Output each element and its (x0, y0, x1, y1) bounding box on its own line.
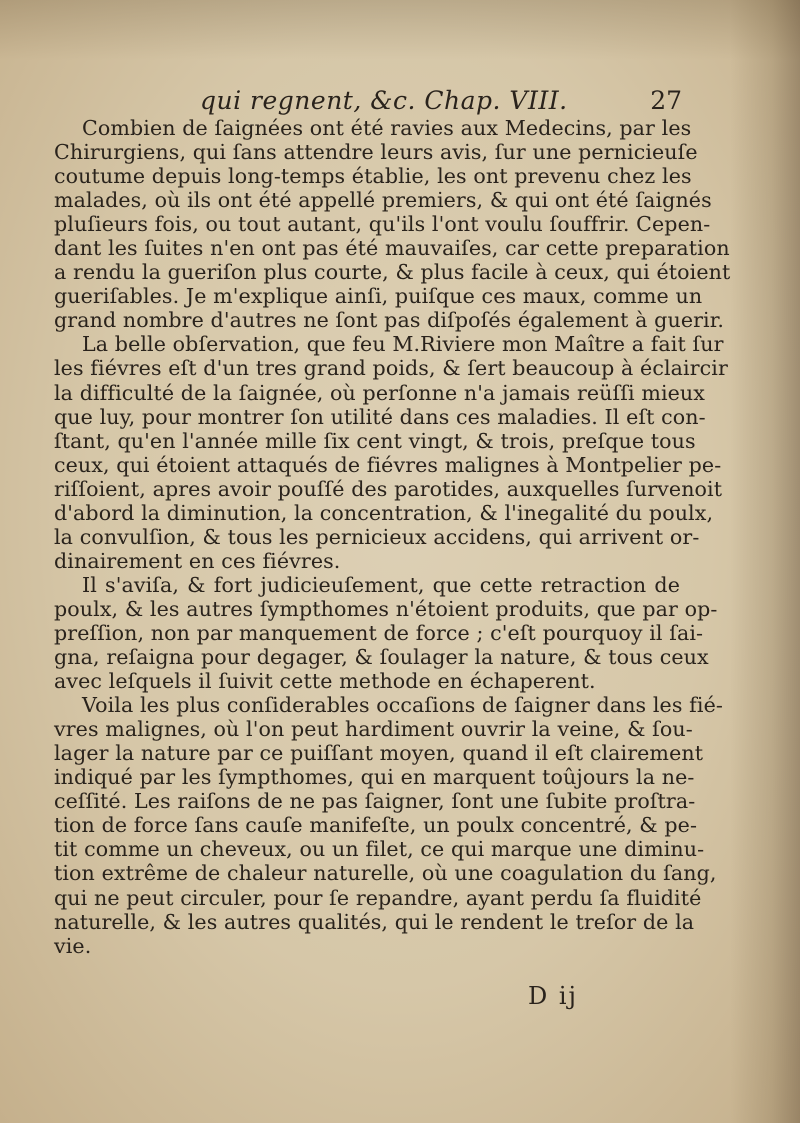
text-line: ceſſité. Les raiſons de ne pas ſaigner, ſont une ſubite proſtra- (54, 789, 696, 814)
text-line: la difficulté de la ſaignée, où perſonne n'a jamais reüſſi mieux (54, 380, 705, 405)
text-line: Combien de ſaignées ont été ravies aux Medecins, par les (82, 116, 692, 140)
text-line: a rendu la gueriſon plus courte, & plus facile à ceux, qui étoient (54, 260, 731, 285)
text-line: gueriſables. Je m'explique ainſi, puiſque ces maux, comme un (54, 284, 703, 309)
body-text (54, 116, 731, 958)
text-line: ſtant, qu'en l'année mille ſix cent vingt, & trois, preſque tous (54, 428, 696, 453)
running-head (200, 84, 682, 118)
text-line: avec leſquels il ſuivit cette methode en échaperent. (54, 669, 596, 694)
text-line: la convulſion, & tous les pernicieux accidens, qui arrivent or- (54, 524, 700, 549)
text-line: preſſion, non par manquement de force ; c'eſt pourquoy il ſai- (54, 620, 704, 645)
text-line: vie. (54, 933, 92, 958)
page-top-shading (0, 0, 800, 60)
running-title: qui regnent, &c. Chap. VIII. (200, 86, 568, 115)
text-line: Chirurgiens, qui ſans attendre leurs avis, ſur une pernicieuſe (54, 140, 698, 165)
text-line: tit comme un cheveux, ou un filet, ce qui marque une diminu- (54, 837, 705, 862)
text-line: tion de force ſans cauſe manifeſte, un poulx concentré, & pe- (54, 813, 698, 838)
text-line: que luy, pour montrer ſon utilité dans ces maladies. Il eſt con- (54, 404, 706, 429)
text-line: naturelle, & les autres qualités, qui le rendent le treſor de la (54, 909, 695, 934)
text-line: coutume depuis long-temps établie, les ont prevenu chez les (54, 164, 692, 189)
text-line: ceux, qui étoient attaqués de fiévres malignes à Montpelier pe- (54, 452, 722, 477)
text-line: dinairement en ces fiévres. (54, 548, 341, 573)
text-line: pluſieurs fois, ou tout autant, qu'ils l'ont voulu ſouffrir. Cepen- (54, 212, 711, 237)
text-line: lager la nature par ce puiſſant moyen, quand il eſt clairement (54, 741, 704, 766)
page-number: 27 (650, 86, 682, 115)
text-line: gna, reſaigna pour degager, & ſoulager la nature, & tous ceux (54, 645, 709, 670)
text-line: La belle obſervation, que feu M.Riviere mon Maître a fait ſur (82, 332, 724, 357)
text-line: poulx, & les autres ſympthomes n'étoient produits, que par op- (54, 596, 718, 621)
text-line: riſſoient, apres avoir pouſſé des parotides, auxquelles ſurvenoit (54, 476, 723, 501)
text-line: indiqué par les ſympthomes, qui en marquent toûjours la ne- (54, 765, 695, 790)
text-line: qui ne peut circuler, pour ſe repandre, ayant perdu ſa fluidité (54, 885, 702, 910)
text-line: grand nombre d'autres ne ſont pas diſpoſés également à guerir. (54, 308, 725, 333)
text-line: les fiévres eſt d'un tres grand poids, & ſert beaucoup à éclaircir (54, 356, 728, 381)
text-line: malades, où ils ont été appellé premiers, & qui ont été ſaignés (54, 188, 712, 213)
text-line: Voila les plus conſiderables occaſions de ſaigner dans les fié- (82, 693, 723, 718)
text-line: tion extrême de chaleur naturelle, où une coagulation du ſang, (54, 861, 717, 886)
text-line: Il s'aviſa, & fort judicieuſement, que cette retraction de (82, 572, 680, 597)
text-line: dant les ſuites n'en ont pas été mauvaiſes, car cette preparation (54, 236, 730, 261)
text-line: d'abord la diminution, la concentration, & l'inegalité du poulx, (54, 500, 714, 525)
text-line: vres malignes, où l'on peut hardiment ouvrir la veine, & ſou- (54, 717, 693, 742)
page-gutter-shading (730, 0, 800, 1123)
signature-mark: D ij (528, 982, 578, 1010)
